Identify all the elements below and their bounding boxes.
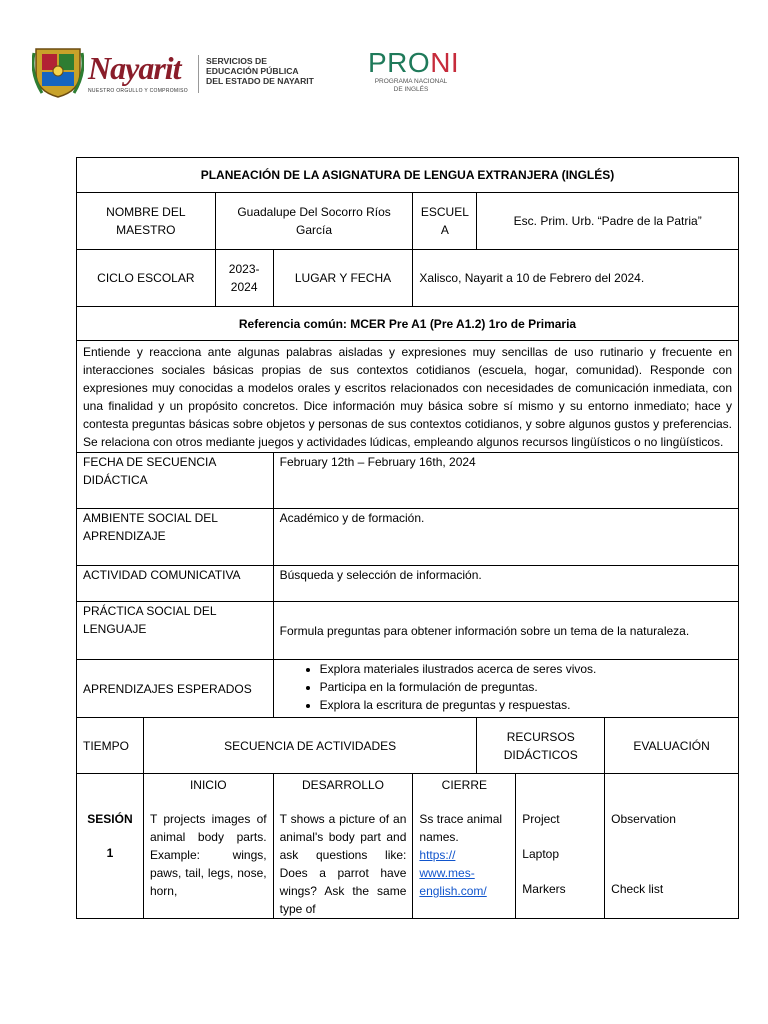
proni-logo-ni: NI bbox=[430, 47, 460, 78]
learning-item: • Explora la escritura de preguntas y respuestas. bbox=[320, 696, 732, 714]
session-label: SESIÓN bbox=[87, 812, 133, 826]
school-label bbox=[413, 193, 477, 250]
cierre-cell bbox=[413, 774, 516, 919]
school-label-line-1: ESCUEL bbox=[420, 205, 469, 219]
session-cell bbox=[77, 774, 144, 919]
cycle-value bbox=[215, 250, 273, 307]
social-practice-value: Formula preguntas para obtener información sobre un tema de la naturaleza. bbox=[273, 602, 738, 660]
inicio-header: INICIO bbox=[189, 778, 227, 792]
school-value: Esc. Prim. Urb. “Padre de la Patria” bbox=[477, 193, 739, 250]
resource-item: Project bbox=[522, 812, 560, 826]
learning-list-cell bbox=[273, 660, 738, 718]
learning-item: • Explora materiales ilustrados acerca de seres vivos. bbox=[320, 660, 732, 678]
proni-logo-pr: PRO bbox=[368, 47, 431, 78]
desarrollo-cell bbox=[273, 774, 413, 919]
nayarit-logo: Nayarit bbox=[88, 50, 181, 86]
nayarit-tagline: NUESTRO ORGULLO Y COMPROMISO bbox=[88, 88, 188, 94]
proni-sub-line-2: DE INGLÉS bbox=[393, 86, 429, 93]
evaluation-item: Check list bbox=[611, 882, 664, 896]
social-env-label: AMBIENTE SOCIAL DEL APRENDIZAJE bbox=[77, 509, 274, 566]
time-header: TIEMPO bbox=[77, 718, 144, 774]
teacher-value: Guadalupe Del Socorro Ríos García bbox=[215, 193, 413, 250]
inicio-cell bbox=[143, 774, 273, 919]
sep-line-2: EDUCACIÓN PÚBLICA bbox=[206, 66, 299, 76]
proni-logo bbox=[368, 47, 459, 79]
teacher-label bbox=[77, 193, 216, 250]
logo-divider bbox=[198, 55, 199, 93]
social-practice-label: PRÁCTICA SOCIAL DEL LENGUAJE bbox=[77, 602, 274, 660]
resources-header: RECURSOS DIDÁCTICOS bbox=[477, 718, 605, 774]
cierre-text: Ss trace animal names. bbox=[419, 812, 503, 844]
desarrollo-text: T shows a picture of an animal's body part and ask questions like: Does a parrot have wings? Ask the same type of bbox=[279, 812, 407, 916]
cierre-header: CIERRE bbox=[441, 778, 488, 792]
proni-sub-line-1: PROGRAMA NACIONAL bbox=[374, 78, 448, 85]
nayarit-crest-icon bbox=[32, 43, 84, 99]
evaluation-item: Observation bbox=[611, 812, 676, 826]
sep-line-1: SERVICIOS DE bbox=[206, 56, 267, 66]
session-number: 1 bbox=[106, 846, 114, 860]
learning-label: APRENDIZAJES ESPERADOS bbox=[77, 660, 274, 718]
seq-date-value: February 12th – February 16th, 2024 bbox=[273, 453, 738, 509]
planning-table bbox=[76, 157, 739, 919]
cycle-value-line-1: 2023- bbox=[228, 262, 260, 276]
cycle-value-line-2: 2024 bbox=[230, 280, 258, 294]
resource-item: Laptop bbox=[522, 847, 559, 861]
place-label: LUGAR Y FECHA bbox=[273, 250, 413, 307]
learning-list bbox=[280, 660, 732, 714]
comm-activity-value: Búsqueda y selección de información. bbox=[273, 566, 738, 602]
document-title: PLANEACIÓN DE LA ASIGNATURA DE LENGUA EXTRANJERA (INGLÉS) bbox=[77, 158, 739, 193]
evaluation-header: EVALUACIÓN bbox=[605, 718, 739, 774]
school-label-line-2: A bbox=[440, 223, 449, 237]
competency-description: Entiende y reacciona ante algunas palabras aisladas y expresiones muy sencillas de uso rutinario y frecuente en interacciones sociales básicas propias de sus contextos cotidianos (escuela, hogar, comunidad). Responde con expresiones muy conocidas a modelos orales y escritos relacionados con necesidades de comunicación inmediata, con una finalidad y un propósito concretos. Dice información muy básica sobre sí mismo y su entorno inmediato; hace y contesta preguntas básicas sobre objetos y personas de sus contextos cotidianos, y sobre algunos gustos y preferencias. Se relaciona con otros mediante juegos y actividades lúdicas, empleando algunos recursos lingüísticos o no lingüísticos. bbox=[77, 341, 739, 453]
place-value: Xalisco, Nayarit a 10 de Febrero del 2024. bbox=[413, 250, 739, 307]
sep-logo-text bbox=[206, 56, 314, 86]
sequence-header: SECUENCIA DE ACTIVIDADES bbox=[143, 718, 476, 774]
social-env-value: Académico y de formación. bbox=[273, 509, 738, 566]
mes-english-link[interactable]: https:// www.mes-english.com/ bbox=[419, 848, 487, 898]
learning-item: • Participa en la formulación de preguntas. bbox=[320, 678, 732, 696]
reference-heading: Referencia común: MCER Pre A1 (Pre A1.2) 1ro de Primaria bbox=[77, 307, 739, 341]
inicio-text: T projects images of animal body parts. Example: wings, paws, tail, legs, nose, horn, bbox=[149, 812, 267, 898]
teacher-label-line-2: MAESTRO bbox=[116, 223, 176, 237]
resources-cell bbox=[516, 774, 605, 919]
desarrollo-header: DESARROLLO bbox=[301, 778, 385, 792]
cycle-label: CICLO ESCOLAR bbox=[77, 250, 216, 307]
evaluation-cell bbox=[605, 774, 739, 919]
resource-item: Markers bbox=[522, 882, 566, 896]
sep-line-3: DEL ESTADO DE NAYARIT bbox=[206, 76, 314, 86]
comm-activity-label: ACTIVIDAD COMUNICATIVA bbox=[77, 566, 274, 602]
teacher-label-line-1: NOMBRE DEL bbox=[106, 205, 186, 219]
seq-date-label: FECHA DE SECUENCIA DIDÁCTICA bbox=[77, 453, 274, 509]
proni-subtitle bbox=[366, 78, 456, 94]
